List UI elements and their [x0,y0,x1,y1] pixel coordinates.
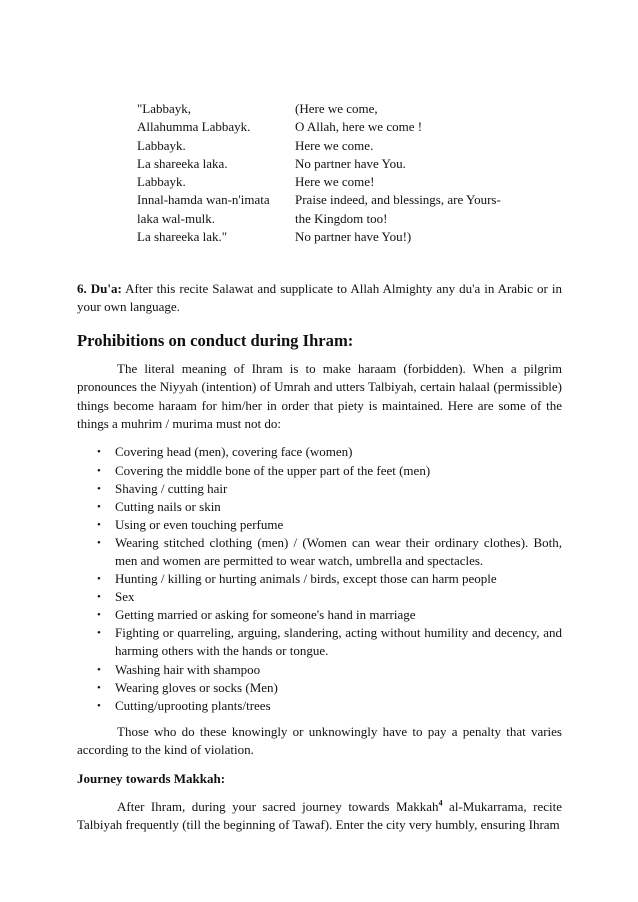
talbiyah-translation: No partner have You!) [295,229,412,245]
talbiyah-row [137,155,567,173]
list-item [77,570,562,588]
bullet-icon: • [97,536,101,549]
list-item [77,606,562,624]
bullet-icon: • [97,464,101,477]
talbiyah-translation: Here we come. [295,137,374,153]
bullet-icon: • [97,609,101,622]
list-item [77,462,562,480]
bullet-icon: • [97,518,101,531]
talbiyah-transliteration: La shareeka lak." [137,229,228,245]
talbiyah-transliteration: Allahumma Labbayk. [137,119,251,135]
bullet-icon: • [97,627,101,640]
list-item-text: Cutting nails or skin [115,498,221,514]
list-item-text: Covering the middle bone of the upper part of the feet (men) [115,462,431,478]
list-item [77,697,562,715]
prohibitions-intro: The literal meaning of Ihram is to make haraam (forbidden). When a pilgrim pronounces the Niyyah (intention) of Umrah and utters Talbiyah, certain halaal (permissible) things become haraam for him/her in order that piety is maintained. Here are some of the things a muhrim / murima must not do: [77,360,562,432]
talbiyah-transliteration: "Labbayk, [137,101,192,116]
talbiyah-translation: No partner have You. [295,155,406,171]
list-item-text: Wearing stitched clothing (men) / (Women can wear their ordinary clothes). Both, men and women are permitted to wear watch, umbrella and spectacles. [115,534,562,568]
list-item [77,516,562,534]
talbiyah-row [137,210,567,228]
talbiyah-row [137,100,567,118]
bullet-icon: • [97,591,101,604]
list-item [77,534,562,570]
penalty-paragraph: Those who do these knowingly or unknowingly have to pay a penalty that varies according to the kind of violation. [77,723,562,758]
list-item-text: Wearing gloves or socks (Men) [115,679,278,695]
main-content [77,280,562,834]
list-item [77,480,562,498]
list-item [77,661,562,679]
bullet-icon: • [97,699,101,712]
dua-label: 6. Du'a: [77,281,122,296]
journey-heading: Journey towards Makkah: [77,770,226,786]
talbiyah-transliteration: Innal-hamda wan-n'imata [137,192,270,208]
bullet-icon: • [97,663,101,676]
dua-paragraph [77,280,562,317]
prohibitions-list [77,443,562,714]
footnote-marker: 4 [438,798,443,808]
journey-text-before: After Ihram, during your sacred journey towards Makkah [117,798,439,814]
list-item-text: Covering head (men), covering face (women) [115,444,353,460]
list-item [77,679,562,697]
talbiyah-row [137,118,567,136]
talbiyah-transliteration: laka wal-mulk. [137,210,215,226]
list-item-text: Shaving / cutting hair [115,480,228,496]
list-item [77,624,562,660]
talbiyah-table [137,100,567,246]
bullet-icon: • [97,681,101,694]
talbiyah-translation: (Here we come, [295,101,378,116]
talbiyah-translation: O Allah, here we come ! [295,119,423,135]
talbiyah-translation: Praise indeed, and blessings, are Yours- [295,192,501,208]
talbiyah-translation: the Kingdom too! [295,210,388,226]
bullet-icon: • [97,500,101,513]
list-item-text: Using or even touching perfume [115,516,284,532]
journey-text-after: al-Mukarrama, recite Talbiyah frequently (till the beginning of Tawaf). Enter the city very humbly, ensuring Ihram [77,798,562,833]
prohibitions-heading: Prohibitions on conduct during Ihram: [77,330,354,350]
list-item-text: Sex [115,589,135,605]
talbiyah-row [137,137,567,155]
dua-text: After this recite Salawat and supplicate to Allah Almighty any du'a in Arabic or in your own language. [77,281,562,315]
talbiyah-transliteration: La shareeka laka. [137,155,228,171]
talbiyah-translation: Here we come! [295,174,375,190]
talbiyah-transliteration: Labbayk. [137,137,186,153]
talbiyah-row [137,191,567,209]
talbiyah-row [137,173,567,191]
journey-paragraph [77,798,562,835]
talbiyah-row [137,228,567,246]
list-item [77,588,562,606]
list-item-text: Hunting / killing or hurting animals / birds, except those can harm people [115,571,497,587]
list-item-text: Washing hair with shampoo [115,661,261,677]
bullet-icon: • [97,482,101,495]
bullet-icon: • [97,446,101,459]
bullet-icon: • [97,573,101,586]
list-item-text: Fighting or quarreling, arguing, slandering, acting without humility and decency, and harming others with the hands or tongue. [115,625,562,659]
talbiyah-transliteration: Labbayk. [137,174,186,190]
list-item-text: Cutting/uprooting plants/trees [115,697,271,713]
list-item [77,443,562,461]
list-item [77,498,562,516]
list-item-text: Getting married or asking for someone's hand in marriage [115,607,416,623]
